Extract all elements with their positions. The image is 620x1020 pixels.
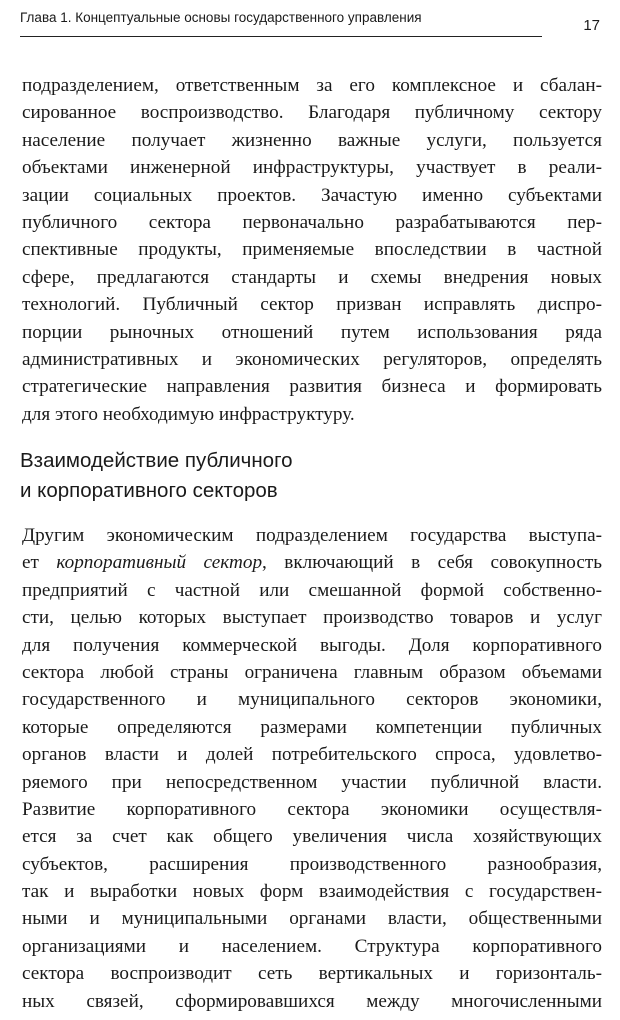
text-line: предприятий с частной или смешанной формой собственно- [22, 579, 602, 601]
text-line: сектора воспроизводит сеть вертикальных и горизонталь- [22, 963, 602, 985]
running-title: Глава 1. Концептуальные основы государственного управления [20, 10, 422, 25]
paragraph-2 [22, 522, 602, 1015]
text-line: ных связей, сформировавшихся между многочисленными [22, 990, 602, 1012]
text-line: ется за счет как общего увеличения числа хозяйствующих [22, 826, 602, 848]
text-fragment: ет [22, 552, 57, 574]
text-line: для этого необходимую инфраструктуру. [22, 403, 355, 425]
text-line: которые определяются размерами компетенции публичных [22, 716, 602, 738]
section-heading-line: и корпоративного секторов [20, 479, 278, 502]
text-line: субъектов, расширения производственного разнообразия, [22, 853, 602, 875]
text-line: сти, целью которых выступает производство товаров и услуг [22, 607, 602, 629]
text-line: органов власти и долей потребительского спроса, удовлетво- [22, 744, 602, 766]
section-heading-line: Взаимодействие публичного [20, 449, 293, 472]
text-line: технологий. Публичный сектор призван исправлять диспро- [22, 294, 602, 316]
text-line: публичного сектора первоначально разрабатываются пер- [22, 211, 602, 233]
text-line: Развитие корпоративного сектора экономики осуществля- [22, 798, 602, 820]
text-line: стратегические направления развития бизнеса и формировать [22, 376, 602, 398]
paragraph-1 [22, 72, 602, 428]
text-line: для получения коммерческой выгоды. Доля корпоративного [22, 634, 602, 656]
text-line: зации социальных проектов. Зачастую именно субъектами [22, 184, 602, 206]
text-line: сектора любой страны ограничена главным образом объемами [22, 661, 602, 683]
text-line: административных и экономических регуляторов, определять [22, 348, 602, 370]
text-line: ными и муниципальными органами власти, общественными [22, 908, 602, 930]
section-heading [20, 446, 600, 506]
text-line: ряемого при непосредственном участии публичной власти. [22, 771, 602, 793]
text-line: порции рыночных отношений путем использования ряда [22, 321, 602, 343]
text-line: сфере, предлагаются стандарты и схемы внедрения новых [22, 266, 602, 288]
text-line: так и выработки новых форм взаимодействия с государствен- [22, 881, 602, 903]
text-line: государственного и муниципального секторов экономики, [22, 689, 602, 711]
text-line: организациями и населением. Структура корпоративного [22, 935, 602, 957]
text-line: спективные продукты, применяемые впоследствии в частной [22, 239, 602, 261]
text-fragment: , включающий в себя совокупность [262, 552, 602, 574]
text-line: население получает жизненно важные услуги, пользуется [22, 129, 602, 151]
page-number: 17 [583, 17, 600, 34]
text-line: сированное воспроизводство. Благодаря публичному сектору [22, 102, 602, 124]
text-line: подразделением, ответственным за его комплексное и сбалан- [22, 75, 602, 96]
text-line: Другим экономическим подразделением государства выступа- [22, 525, 602, 546]
text-line-with-term [22, 549, 602, 576]
italic-term: корпоративный сектор [56, 552, 263, 574]
text-line: объектами инженерной инфраструктуры, участвует в реали- [22, 157, 602, 179]
running-head [20, 6, 542, 37]
